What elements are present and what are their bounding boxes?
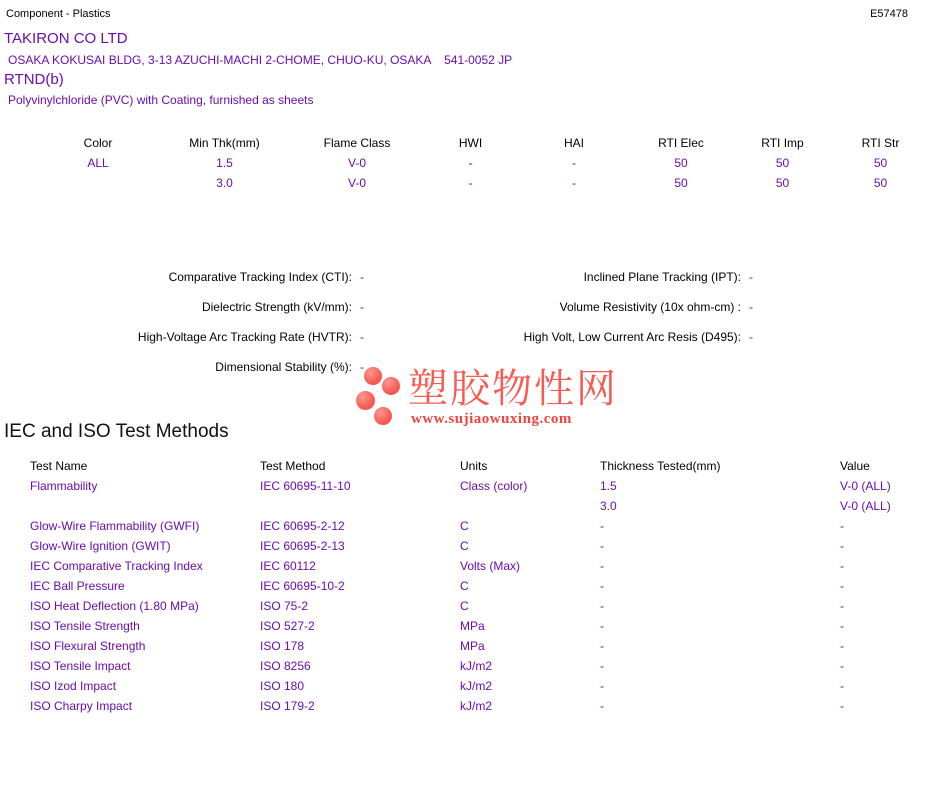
table-cell: - [840,699,844,713]
property-value: - [360,300,364,314]
table-cell: 1.5 [600,479,617,493]
table-cell: 3.0 [600,499,617,513]
table-cell [260,496,460,516]
table-cell: - [600,579,604,593]
table-cell: IEC Ball Pressure [30,579,125,593]
table-cell [40,173,156,193]
table-cell: V-0 [347,156,366,170]
table-cell: IEC 60695-2-12 [260,519,345,533]
table-cell: - [600,619,604,633]
property-label: High-Voltage Arc Tracking Rate (HVTR): [137,330,352,344]
table-cell: Glow-Wire Flammability (GWFI) [30,519,200,533]
table-row [30,496,930,516]
logo-dot-icon [382,377,400,395]
table-cell: C [460,579,469,593]
table-cell: IEC 60112 [260,559,316,573]
table-cell: - [468,176,473,190]
file-number: E57478 [870,8,908,20]
property-value: - [360,270,364,284]
table-cell: 50 [674,176,688,190]
property-value: - [749,330,753,344]
table-cell: C [460,539,469,553]
table-cell: ISO 180 [260,679,305,693]
table-cell: IEC 60695-10-2 [260,579,345,593]
table-row [30,476,930,496]
property-value: - [749,300,753,314]
property-label: Inclined Plane Tracking (IPT): [583,270,741,284]
property-label: Comparative Tracking Index (CTI): [168,270,352,284]
table-cell [460,496,600,516]
test-methods-table [30,456,930,716]
table-cell: Volts (Max) [460,559,521,573]
table-row [30,616,930,636]
table-cell: ISO Izod Impact [30,679,117,693]
table-cell: - [840,639,844,653]
table-cell: 50 [775,176,790,190]
tests-header-row [30,456,930,476]
watermark-website: www.sujiaowuxing.com [411,411,572,427]
table-cell: 1.5 [216,156,233,170]
table-cell: C [460,519,469,533]
ratings-header-row [40,132,930,153]
table-cell: 50 [873,156,888,170]
table-cell: - [572,176,576,190]
table-cell: - [600,699,604,713]
table-row [30,676,930,696]
table-cell: ISO Tensile Strength [30,619,140,633]
column-header: HAI [563,135,584,150]
table-row [30,516,930,536]
company-address: OSAKA KOKUSAI BLDG, 3-13 AZUCHI-MACHI 2-CHOME, CHUO-KU, OSAKA 541-0052 JP [8,53,513,67]
material-description: Polyvinylchloride (PVC) with Coating, furnished as sheets [8,93,314,107]
table-cell: - [840,659,844,673]
table-cell: 3.0 [216,176,233,190]
table-cell: kJ/m2 [460,699,493,713]
table-cell: - [600,599,604,613]
table-cell: - [600,559,604,573]
table-cell: ISO Flexural Strength [30,639,146,653]
table-cell: MPa [460,619,485,633]
column-header: Flame Class [323,135,391,150]
table-cell: - [600,639,604,653]
property-label: Dielectric Strength (kV/mm): [201,300,352,314]
column-header: RTI Str [861,135,900,150]
table-cell: kJ/m2 [460,659,493,673]
table-cell: - [840,599,844,613]
table-row [30,556,930,576]
table-row [30,636,930,656]
table-cell: 50 [775,156,790,170]
table-cell: - [840,579,844,593]
table-row [30,536,930,556]
table-cell: - [600,659,604,673]
table-cell: ISO 8256 [260,659,311,673]
table-cell: Class (color) [460,479,528,493]
table-cell: Flammability [30,479,98,493]
column-header: Color [83,135,113,150]
table-cell: MPa [460,639,485,653]
table-cell: C [460,599,469,613]
table-row [40,173,930,193]
column-header: HWI [458,135,483,150]
column-header: Test Name [30,459,88,473]
table-cell: 50 [873,176,888,190]
watermark-brand-text: 塑胶物性网 [408,367,618,411]
table-cell: IEC Comparative Tracking Index [30,559,203,573]
property-value: - [360,330,364,344]
table-cell: - [572,156,576,170]
table-cell: ISO 179-2 [260,699,315,713]
property-row [0,322,950,352]
column-header: RTI Elec [658,135,704,150]
column-header: Value [840,459,870,473]
property-label: High Volt, Low Current Arc Resis (D495): [523,330,741,344]
table-cell: ISO 178 [260,639,305,653]
table-cell: 50 [674,156,688,170]
table-cell: V-0 (ALL) [840,499,891,513]
property-label: Dimensional Stability (%): [215,360,352,374]
table-row [40,153,930,173]
table-cell: V-0 [347,176,366,190]
watermark-logo [356,362,618,430]
property-row [0,262,950,292]
table-cell: ISO Charpy Impact [30,699,133,713]
logo-dot-icon [374,407,392,425]
column-header: Min Thk(mm) [189,135,260,150]
column-header: RTI Imp [761,135,804,150]
table-cell: - [840,519,844,533]
property-row [0,292,950,322]
table-cell [30,496,260,516]
table-cell: - [600,519,604,533]
table-cell: V-0 (ALL) [840,479,891,493]
property-label: Volume Resistivity (10x ohm-cm) : [559,300,741,314]
table-row [30,596,930,616]
section-title: IEC and ISO Test Methods [4,421,229,442]
table-cell: Glow-Wire Ignition (GWIT) [30,539,171,553]
logo-dot-icon [356,391,375,410]
column-header: Thickness Tested(mm) [600,459,721,473]
table-cell: ALL [87,156,109,170]
category-label: Component - Plastics [6,8,111,20]
table-row [30,576,930,596]
table-cell: ISO Tensile Impact [30,659,131,673]
table-cell: - [600,539,604,553]
table-cell: - [840,679,844,693]
property-value: - [360,360,364,374]
table-cell: ISO 527-2 [260,619,315,633]
table-row [30,656,930,676]
column-header: Units [460,459,488,473]
table-cell: - [840,559,844,573]
column-header: Test Method [260,459,326,473]
table-cell: IEC 60695-11-10 [260,479,351,493]
table-cell: ISO 75-2 [260,599,309,613]
table-cell: - [468,156,473,170]
company-name: TAKIRON CO LTD [4,30,128,47]
table-cell: ISO Heat Deflection (1.80 MPa) [30,599,199,613]
table-cell: - [840,539,844,553]
logo-dot-icon [364,367,382,385]
property-value: - [749,270,753,284]
table-cell: IEC 60695-2-13 [260,539,345,553]
table-row [30,696,930,716]
table-cell: - [600,679,604,693]
model-designation: RTND(b) [4,71,64,88]
table-cell: kJ/m2 [460,679,493,693]
ratings-table [40,132,930,193]
table-cell: - [840,619,844,633]
